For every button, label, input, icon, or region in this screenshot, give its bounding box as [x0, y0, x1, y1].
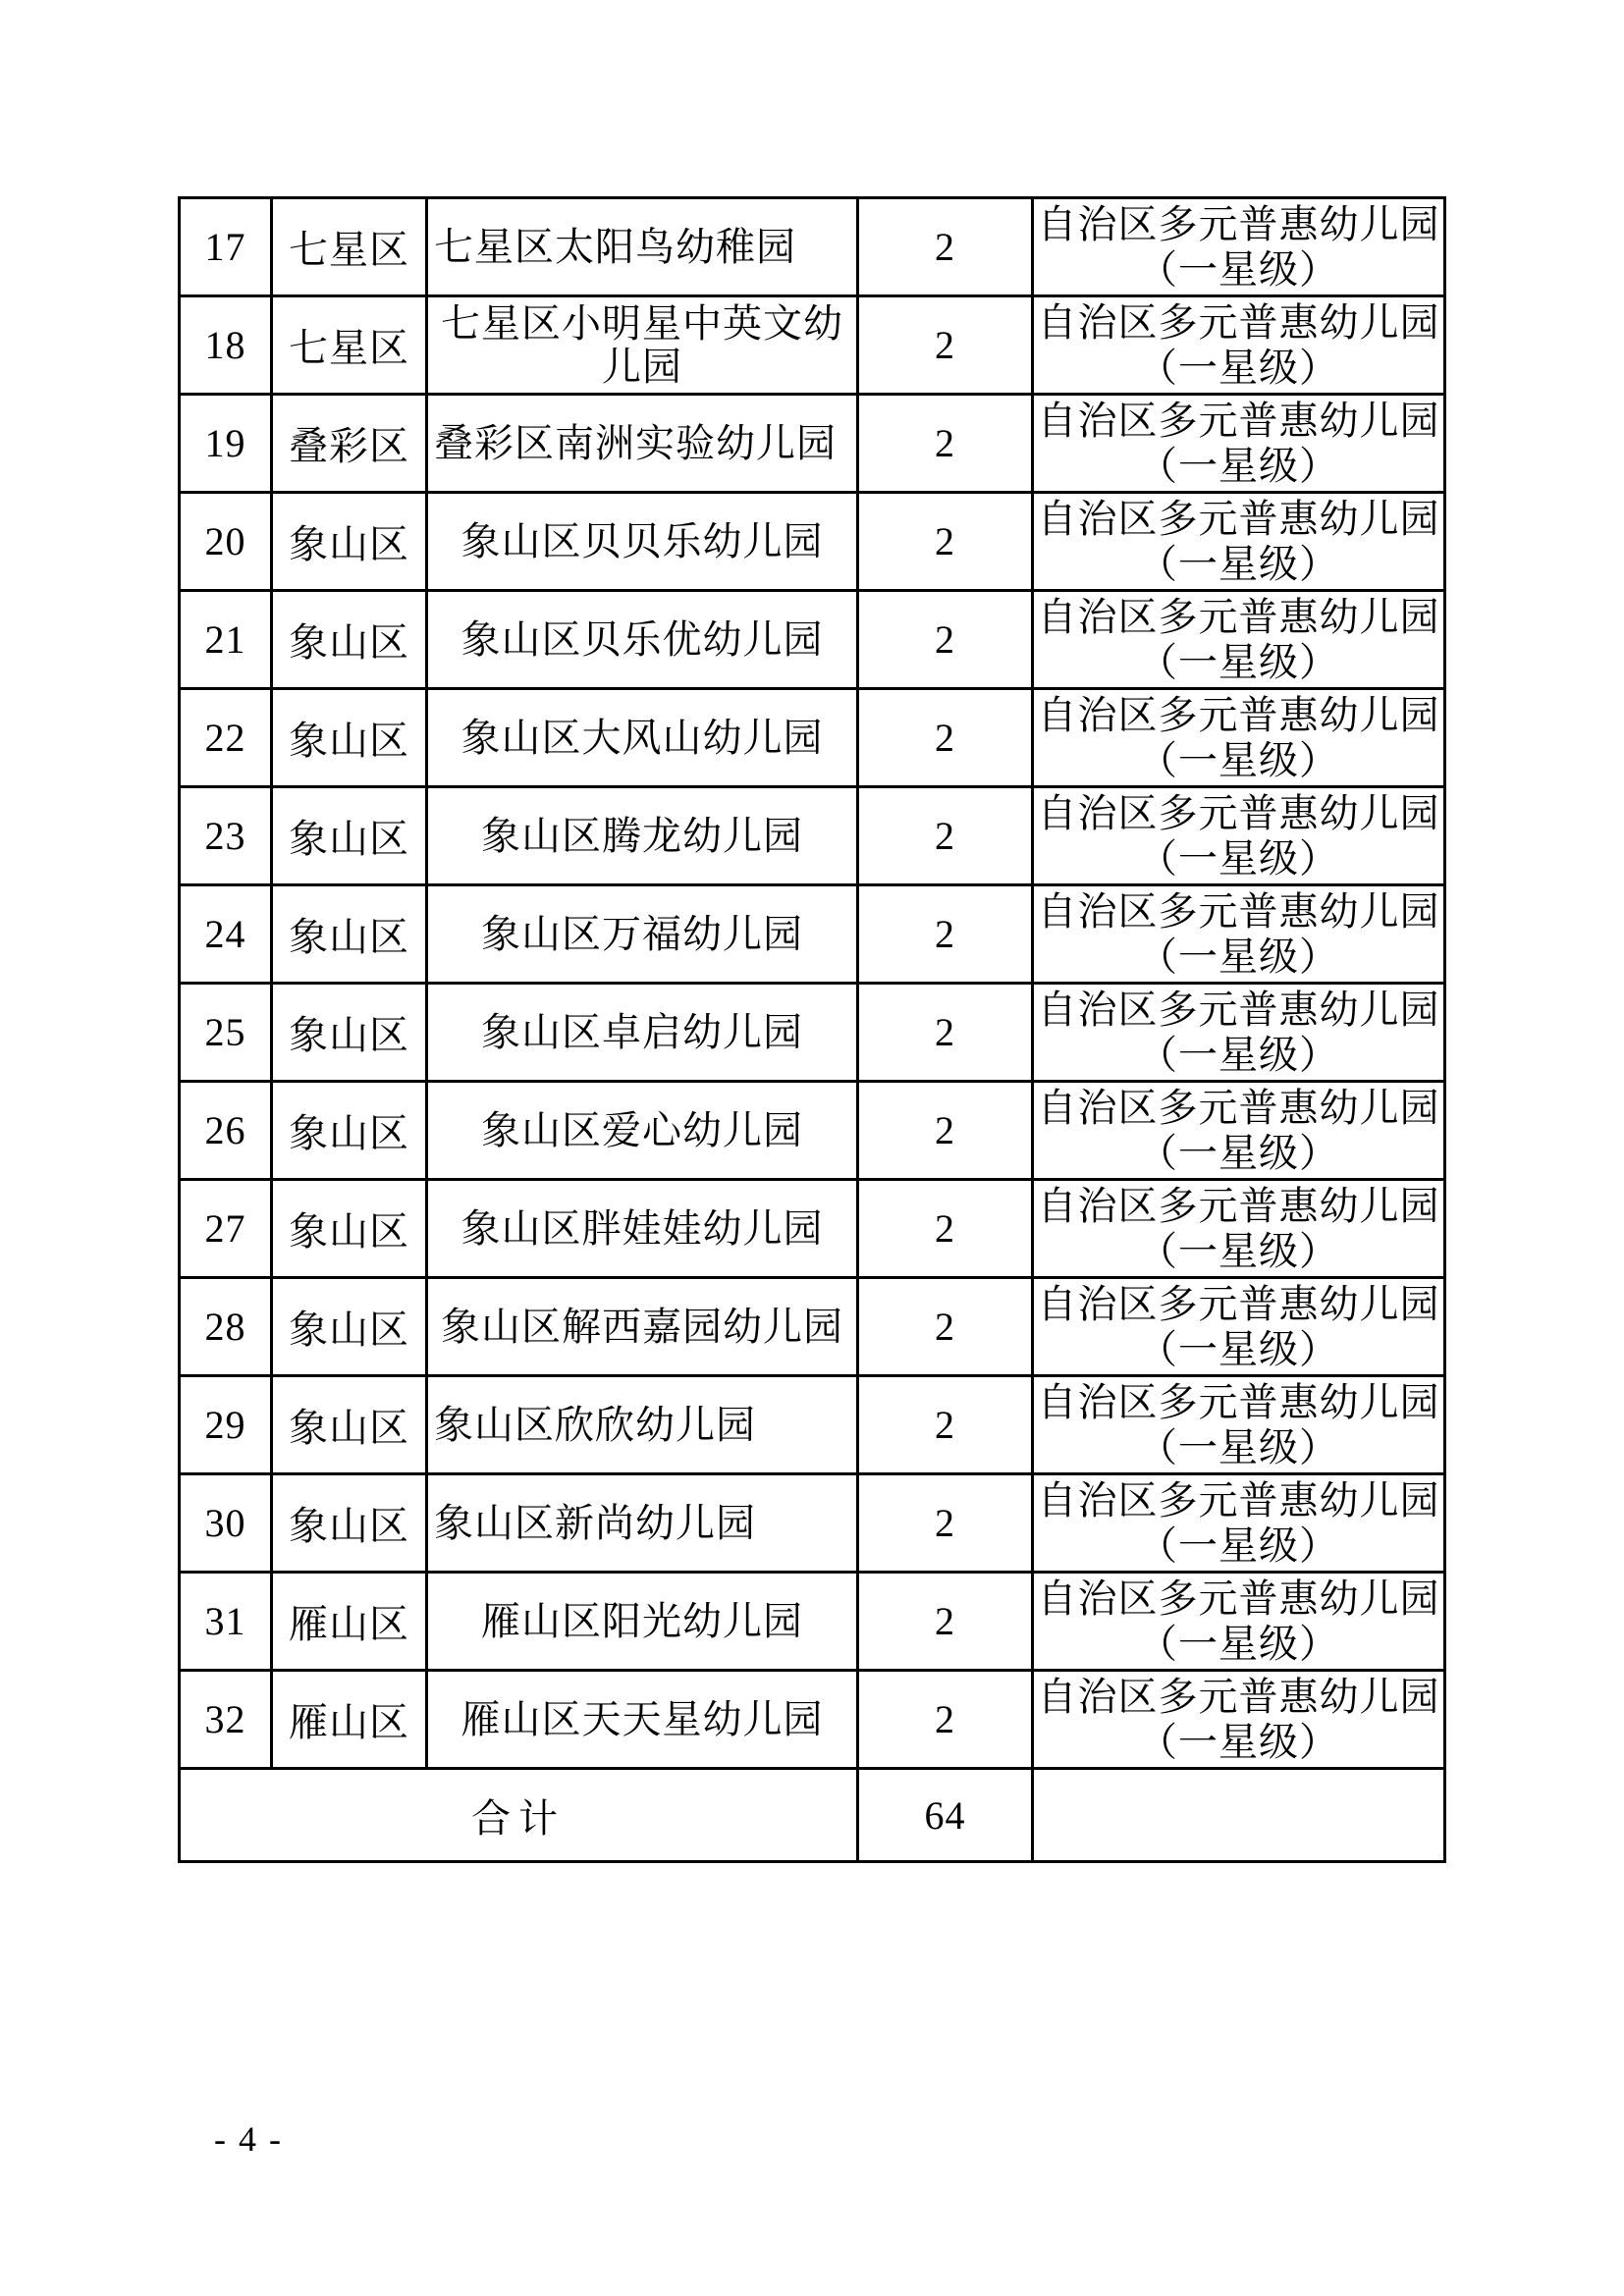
count-cell: 2 [858, 1278, 1033, 1376]
index-cell: 22 [180, 689, 272, 787]
total-label-cell: 合计 [180, 1769, 858, 1862]
category-cell [1033, 1082, 1445, 1180]
total-row [180, 1769, 1445, 1862]
table-body [180, 198, 1445, 1769]
district-cell: 七星区 [272, 296, 427, 395]
index-cell: 20 [180, 493, 272, 591]
count-cell: 2 [858, 885, 1033, 984]
total-count-cell: 64 [858, 1769, 1033, 1862]
category-cell [1033, 787, 1445, 885]
category-line-1: 自治区多元普惠幼儿园 [1037, 1379, 1440, 1424]
index-cell: 17 [180, 198, 272, 296]
category-line-1: 自治区多元普惠幼儿园 [1037, 1575, 1440, 1621]
category-cell [1033, 493, 1445, 591]
index-cell: 26 [180, 1082, 272, 1180]
count-cell: 2 [858, 493, 1033, 591]
category-cell [1033, 198, 1445, 296]
count-cell: 2 [858, 1082, 1033, 1180]
district-cell: 象山区 [272, 493, 427, 591]
count-cell: 2 [858, 198, 1033, 296]
count-cell: 2 [858, 1671, 1033, 1769]
table-row [180, 1573, 1445, 1671]
category-line-1: 自治区多元普惠幼儿园 [1037, 201, 1440, 246]
category-line-2: （一星级） [1138, 1719, 1339, 1764]
category-line-1: 自治区多元普惠幼儿园 [1037, 987, 1440, 1032]
name-cell: 象山区万福幼儿园 [427, 885, 858, 984]
category-cell [1033, 1376, 1445, 1474]
table-row [180, 493, 1445, 591]
category-line-2: （一星级） [1138, 737, 1339, 782]
table-row [180, 1180, 1445, 1278]
index-cell: 18 [180, 296, 272, 395]
district-cell: 雁山区 [272, 1671, 427, 1769]
category-line-1: 自治区多元普惠幼儿园 [1037, 398, 1440, 443]
category-line-2: （一星级） [1138, 541, 1339, 586]
name-cell: 象山区胖娃娃幼儿园 [427, 1180, 858, 1278]
category-cell [1033, 1671, 1445, 1769]
table-row [180, 198, 1445, 296]
name-cell: 象山区爱心幼儿园 [427, 1082, 858, 1180]
index-cell: 29 [180, 1376, 272, 1474]
count-cell: 2 [858, 689, 1033, 787]
index-cell: 25 [180, 984, 272, 1082]
name-cell: 象山区贝乐优幼儿园 [427, 591, 858, 689]
category-cell [1033, 395, 1445, 493]
page-number: - 4 - [214, 2119, 283, 2159]
category-line-2: （一星级） [1138, 1424, 1339, 1469]
category-line-1: 自治区多元普惠幼儿园 [1037, 1085, 1440, 1130]
district-cell: 雁山区 [272, 1573, 427, 1671]
name-cell: 七星区太阳鸟幼稚园 [427, 198, 858, 296]
category-line-1: 自治区多元普惠幼儿园 [1037, 692, 1440, 737]
name-cell: 象山区卓启幼儿园 [427, 984, 858, 1082]
category-line-1: 自治区多元普惠幼儿园 [1037, 790, 1440, 835]
name-cell: 七星区小明星中英文幼儿园 [427, 296, 858, 395]
table-row [180, 1474, 1445, 1573]
district-cell: 象山区 [272, 1180, 427, 1278]
index-cell: 24 [180, 885, 272, 984]
table-row [180, 296, 1445, 395]
category-cell [1033, 296, 1445, 395]
name-cell: 象山区贝贝乐幼儿园 [427, 493, 858, 591]
name-cell: 雁山区阳光幼儿园 [427, 1573, 858, 1671]
category-cell [1033, 1573, 1445, 1671]
category-cell [1033, 1180, 1445, 1278]
index-cell: 28 [180, 1278, 272, 1376]
count-cell: 2 [858, 296, 1033, 395]
category-line-1: 自治区多元普惠幼儿园 [1037, 1674, 1440, 1719]
category-cell [1033, 689, 1445, 787]
table-row [180, 395, 1445, 493]
district-cell: 象山区 [272, 1376, 427, 1474]
district-cell: 叠彩区 [272, 395, 427, 493]
name-cell: 雁山区天天星幼儿园 [427, 1671, 858, 1769]
district-cell: 象山区 [272, 689, 427, 787]
category-line-1: 自治区多元普惠幼儿园 [1037, 1477, 1440, 1522]
district-cell: 象山区 [272, 984, 427, 1082]
total-category-cell [1033, 1769, 1445, 1862]
category-cell [1033, 591, 1445, 689]
count-cell: 2 [858, 591, 1033, 689]
kindergarten-allocation-table [178, 196, 1446, 1863]
count-cell: 2 [858, 984, 1033, 1082]
category-line-2: （一星级） [1138, 1130, 1339, 1175]
index-cell: 27 [180, 1180, 272, 1278]
count-cell: 2 [858, 1474, 1033, 1573]
category-line-2: （一星级） [1138, 443, 1339, 488]
category-cell [1033, 885, 1445, 984]
district-cell: 七星区 [272, 198, 427, 296]
table-footer [180, 1769, 1445, 1862]
category-line-2: （一星级） [1138, 1522, 1339, 1568]
table-row [180, 1082, 1445, 1180]
category-cell [1033, 1278, 1445, 1376]
category-line-1: 自治区多元普惠幼儿园 [1037, 1183, 1440, 1228]
district-cell: 象山区 [272, 787, 427, 885]
category-line-2: （一星级） [1138, 1228, 1339, 1273]
table-row [180, 984, 1445, 1082]
name-cell: 象山区腾龙幼儿园 [427, 787, 858, 885]
index-cell: 31 [180, 1573, 272, 1671]
category-line-2: （一星级） [1138, 1032, 1339, 1077]
count-cell: 2 [858, 1573, 1033, 1671]
category-cell [1033, 1474, 1445, 1573]
name-cell: 象山区解西嘉园幼儿园 [427, 1278, 858, 1376]
category-line-1: 自治区多元普惠幼儿园 [1037, 1281, 1440, 1326]
district-cell: 象山区 [272, 1474, 427, 1573]
table-row [180, 1671, 1445, 1769]
category-line-2: （一星级） [1138, 1326, 1339, 1371]
category-line-2: （一星级） [1138, 246, 1339, 292]
index-cell: 32 [180, 1671, 272, 1769]
name-cell: 叠彩区南洲实验幼儿园 [427, 395, 858, 493]
category-line-2: （一星级） [1138, 345, 1339, 390]
district-cell: 象山区 [272, 885, 427, 984]
index-cell: 30 [180, 1474, 272, 1573]
name-cell: 象山区大风山幼儿园 [427, 689, 858, 787]
table-row [180, 1278, 1445, 1376]
count-cell: 2 [858, 1180, 1033, 1278]
table-row [180, 1376, 1445, 1474]
count-cell: 2 [858, 1376, 1033, 1474]
category-line-2: （一星级） [1138, 934, 1339, 979]
category-line-1: 自治区多元普惠幼儿园 [1037, 299, 1440, 345]
name-cell: 象山区新尚幼儿园 [427, 1474, 858, 1573]
category-line-1: 自治区多元普惠幼儿园 [1037, 888, 1440, 934]
table-row [180, 591, 1445, 689]
district-cell: 象山区 [272, 591, 427, 689]
category-line-2: （一星级） [1138, 1621, 1339, 1666]
category-line-1: 自治区多元普惠幼儿园 [1037, 594, 1440, 639]
category-line-1: 自治区多元普惠幼儿园 [1037, 496, 1440, 541]
index-cell: 23 [180, 787, 272, 885]
count-cell: 2 [858, 787, 1033, 885]
category-cell [1033, 984, 1445, 1082]
category-line-2: （一星级） [1138, 835, 1339, 881]
category-line-2: （一星级） [1138, 639, 1339, 684]
index-cell: 21 [180, 591, 272, 689]
count-cell: 2 [858, 395, 1033, 493]
table-row [180, 689, 1445, 787]
table-row [180, 885, 1445, 984]
district-cell: 象山区 [272, 1082, 427, 1180]
name-cell: 象山区欣欣幼儿园 [427, 1376, 858, 1474]
index-cell: 19 [180, 395, 272, 493]
district-cell: 象山区 [272, 1278, 427, 1376]
table-row [180, 787, 1445, 885]
